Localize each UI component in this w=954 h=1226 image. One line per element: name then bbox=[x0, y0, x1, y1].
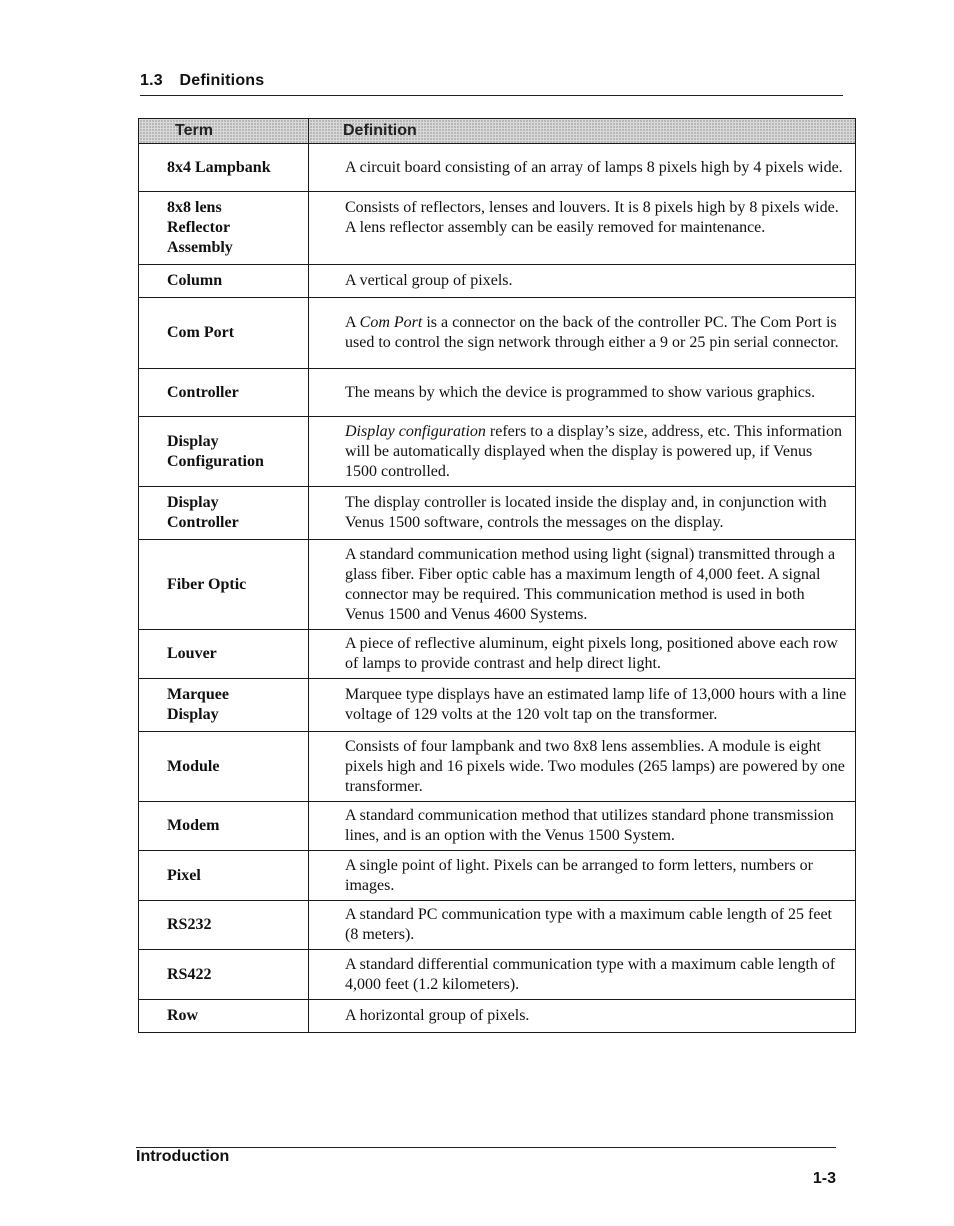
definition-cell: A standard communication method that utilizes standard phone transmission lines, and is an option with the Venus 1500 System. bbox=[309, 802, 856, 851]
table-row bbox=[139, 369, 856, 417]
term-cell: Marquee Display bbox=[139, 679, 309, 732]
table-row bbox=[139, 417, 856, 487]
definition-cell: A horizontal group of pixels. bbox=[309, 1000, 856, 1033]
page-number: 1-3 bbox=[812, 1170, 836, 1187]
term-cell: RS422 bbox=[139, 950, 309, 1000]
term-cell: Column bbox=[139, 265, 309, 298]
definition-cell: A circuit board consisting of an array of lamps 8 pixels high by 4 pixels wide. bbox=[309, 144, 856, 192]
table-row bbox=[139, 540, 856, 630]
definition-cell bbox=[309, 417, 856, 487]
term-cell: Modem bbox=[139, 802, 309, 851]
definition-cell: Marquee type displays have an estimated lamp life of 13,000 hours with a line voltage of 129 volts at the 120 volt tap on the transformer. bbox=[309, 679, 856, 732]
definition-cell: The means by which the device is programmed to show various graphics. bbox=[309, 369, 856, 417]
table-row bbox=[139, 679, 856, 732]
term-cell: Fiber Optic bbox=[139, 540, 309, 630]
definition-cell: A vertical group of pixels. bbox=[309, 265, 856, 298]
table-row bbox=[139, 851, 856, 901]
heading-rule bbox=[140, 95, 843, 96]
term-cell: Row bbox=[139, 1000, 309, 1033]
definition-cell: A piece of reflective aluminum, eight pixels long, positioned above each row of lamps to provide contrast and help direct light. bbox=[309, 630, 856, 679]
table-row bbox=[139, 950, 856, 1000]
definition-cell bbox=[309, 298, 856, 369]
term-cell: Display Controller bbox=[139, 487, 309, 540]
term-cell: RS232 bbox=[139, 901, 309, 950]
header-term: Term bbox=[139, 119, 309, 144]
section-heading bbox=[140, 72, 264, 90]
table-row bbox=[139, 298, 856, 369]
term-cell: Louver bbox=[139, 630, 309, 679]
table-row bbox=[139, 487, 856, 540]
definition-prefix: A bbox=[345, 314, 360, 331]
definition-cell: A standard communication method using light (signal) transmitted through a glass fiber. Fiber optic cable has a maximum length of 4,000 feet. A signal connector may be required. This communication method is used in both Venus 1500 and Venus 4600 Systems. bbox=[309, 540, 856, 630]
definition-suffix: refers to a display’s size, address, etc. This information will be automatically displayed when the display is powered up, if Venus 1500 controlled. bbox=[345, 422, 842, 480]
definition-cell: The display controller is located inside the display and, in conjunction with Venus 1500 software, controls the messages on the display. bbox=[309, 487, 856, 540]
term-cell: Module bbox=[139, 732, 309, 802]
table-row bbox=[139, 144, 856, 192]
definition-cell: A standard differential communication type with a maximum cable length of 4,000 feet (1.2 kilometers). bbox=[309, 950, 856, 1000]
table-row bbox=[139, 802, 856, 851]
term-cell: 8x4 Lampbank bbox=[139, 144, 309, 192]
definition-cell: A standard PC communication type with a maximum cable length of 25 feet (8 meters). bbox=[309, 901, 856, 950]
term-cell: Com Port bbox=[139, 298, 309, 369]
definition-italic-term: Display configuration bbox=[345, 422, 486, 440]
section-title: Definitions bbox=[179, 72, 265, 89]
table-row bbox=[139, 1000, 856, 1033]
section-number: 1.3 bbox=[140, 72, 163, 89]
definitions-table bbox=[138, 118, 856, 1033]
definition-cell: Consists of reflectors, lenses and louvers. It is 8 pixels high by 8 pixels wide. A lens reflector assembly can be easily removed for maintenance. bbox=[309, 192, 856, 265]
footer-chapter: Introduction bbox=[136, 1148, 230, 1165]
table-row bbox=[139, 630, 856, 679]
table-header-row bbox=[139, 119, 856, 144]
table-row bbox=[139, 901, 856, 950]
table-row bbox=[139, 265, 856, 298]
term-cell: Display Configuration bbox=[139, 417, 309, 487]
table-row bbox=[139, 192, 856, 265]
definition-cell: Consists of four lampbank and two 8x8 lens assemblies. A module is eight pixels high and 16 pixels wide. Two modules (265 lamps) are powered by one transformer. bbox=[309, 732, 856, 802]
definition-italic-term: Com Port bbox=[359, 314, 423, 331]
term-cell: Pixel bbox=[139, 851, 309, 901]
term-cell: Controller bbox=[139, 369, 309, 417]
table-row bbox=[139, 732, 856, 802]
footer-rule bbox=[136, 1147, 836, 1148]
term-cell: 8x8 lens Reflector Assembly bbox=[139, 192, 309, 265]
header-definition: Definition bbox=[309, 119, 856, 144]
definition-suffix: is a connector on the back of the controller PC. The Com Port is used to control the sign network through either a 9 or 25 pin serial connector. bbox=[345, 314, 839, 351]
definition-cell: A single point of light. Pixels can be arranged to form letters, numbers or images. bbox=[309, 851, 856, 901]
